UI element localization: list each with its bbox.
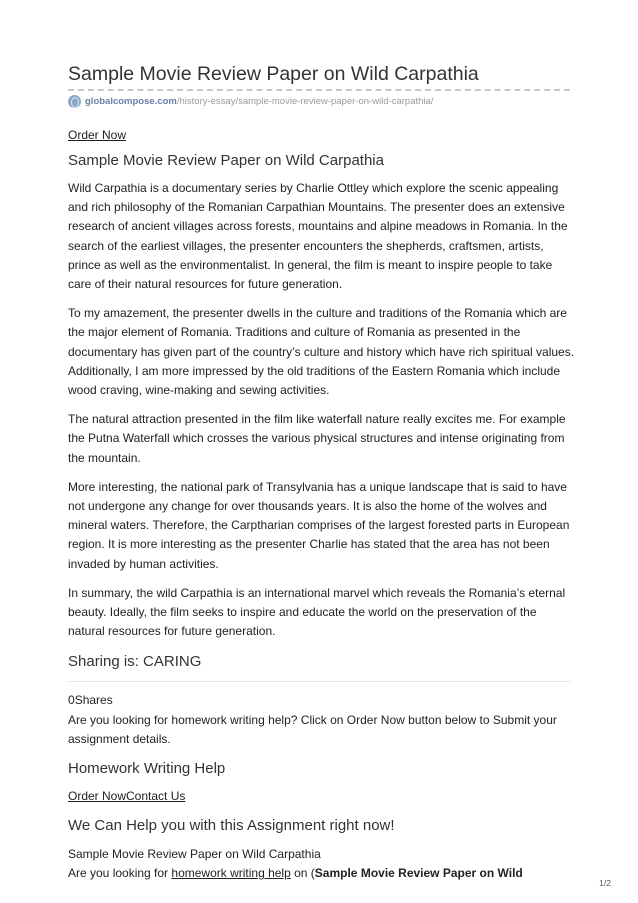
cta-heading: We Can Help you with this Assignment right now! xyxy=(68,817,395,835)
cta-line-mid: on ( xyxy=(290,866,315,881)
source-domain[interactable]: globalcompose.com xyxy=(85,95,177,107)
order-now-link-2[interactable]: Order Now xyxy=(68,789,127,804)
homework-links xyxy=(68,787,576,805)
globe-icon xyxy=(68,95,81,108)
page-title: Sample Movie Review Paper on Wild Carpathia xyxy=(68,63,479,85)
source-url[interactable] xyxy=(85,96,433,107)
sharing-title: Sharing is: CARING xyxy=(68,653,202,671)
order-now-link[interactable]: Order Now xyxy=(68,128,127,142)
source-path[interactable]: /history-essay/sample-movie-review-paper-on-wild-carpathia/ xyxy=(176,95,434,107)
article-paragraph: Wild Carpathia is a documentary series by Charlie Ottley which explore the scenic appealing and rich philosophy of the Romanian Carpathian Mountains. The presenter does an extensive research of ancient villages across forests, mountains and alpine meadows in Romania. In the search of the earliest villages, the presenter encounters the shepherds, craftsmen, artists, prince as well as the environmentalist. In general, the film is meant to inspire people to take care of their natural resources for future generation. xyxy=(68,181,568,292)
article-heading: Sample Movie Review Paper on Wild Carpathia xyxy=(68,152,384,169)
source-line xyxy=(68,93,433,109)
article-paragraph: More interesting, the national park of Transylvania has a unique landscape that is said to have not undergone any change for over thousands years. It is also the home of the wolves and mineral waters. Therefore, the Carptharian comprises of the largest forested parts in European region. It is more interesting as the presenter Charlie has stated that the area has not been invaded by human activities. xyxy=(68,479,570,571)
cta-line xyxy=(68,864,576,883)
page-number: 1/2 xyxy=(599,878,611,888)
article-paragraph: In summary, the wild Carpathia is an international marvel which reveals the Romania’s eternal beauty. Ideally, the film seeks to inspire and educate the world on the preservation of the natural resources for future generation. xyxy=(68,585,566,639)
homework-writing-help-link[interactable]: homework writing help xyxy=(171,866,291,881)
contact-us-link[interactable]: Contact Us xyxy=(126,789,186,804)
article-paragraph: To my amazement, the presenter dwells in the culture and traditions of the Romania which are the major element of Romania. Traditions and culture of Romania as presented in the documentary has given part of the country’s culture and history which have rich spiritual values. Additionally, I am more impressed by the old traditions of the Eastern Romania which include wood craving, wine-making and sewing activities. xyxy=(68,306,575,398)
article-paragraph: The natural attraction presented in the film like waterfall nature really excites me. For example the Putna Waterfall which crosses the various physical structures and intense originating from the mountain. xyxy=(68,412,566,465)
share-count-label: Shares xyxy=(74,693,113,708)
sharing-divider xyxy=(68,681,570,682)
share-count xyxy=(68,691,576,710)
cta-line-prefix: Are you looking for xyxy=(68,866,172,881)
article-content xyxy=(68,126,576,883)
share-count-number: 0 xyxy=(68,693,75,708)
title-divider xyxy=(68,89,570,91)
help-prompt: Are you looking for homework writing help? Click on Order Now button below to Submit your assignment details. xyxy=(68,712,557,746)
cta-line-bold: Sample Movie Review Paper on Wild xyxy=(314,866,523,881)
homework-heading: Homework Writing Help xyxy=(68,760,226,778)
cta-subtitle: Sample Movie Review Paper on Wild Carpathia xyxy=(68,847,321,862)
